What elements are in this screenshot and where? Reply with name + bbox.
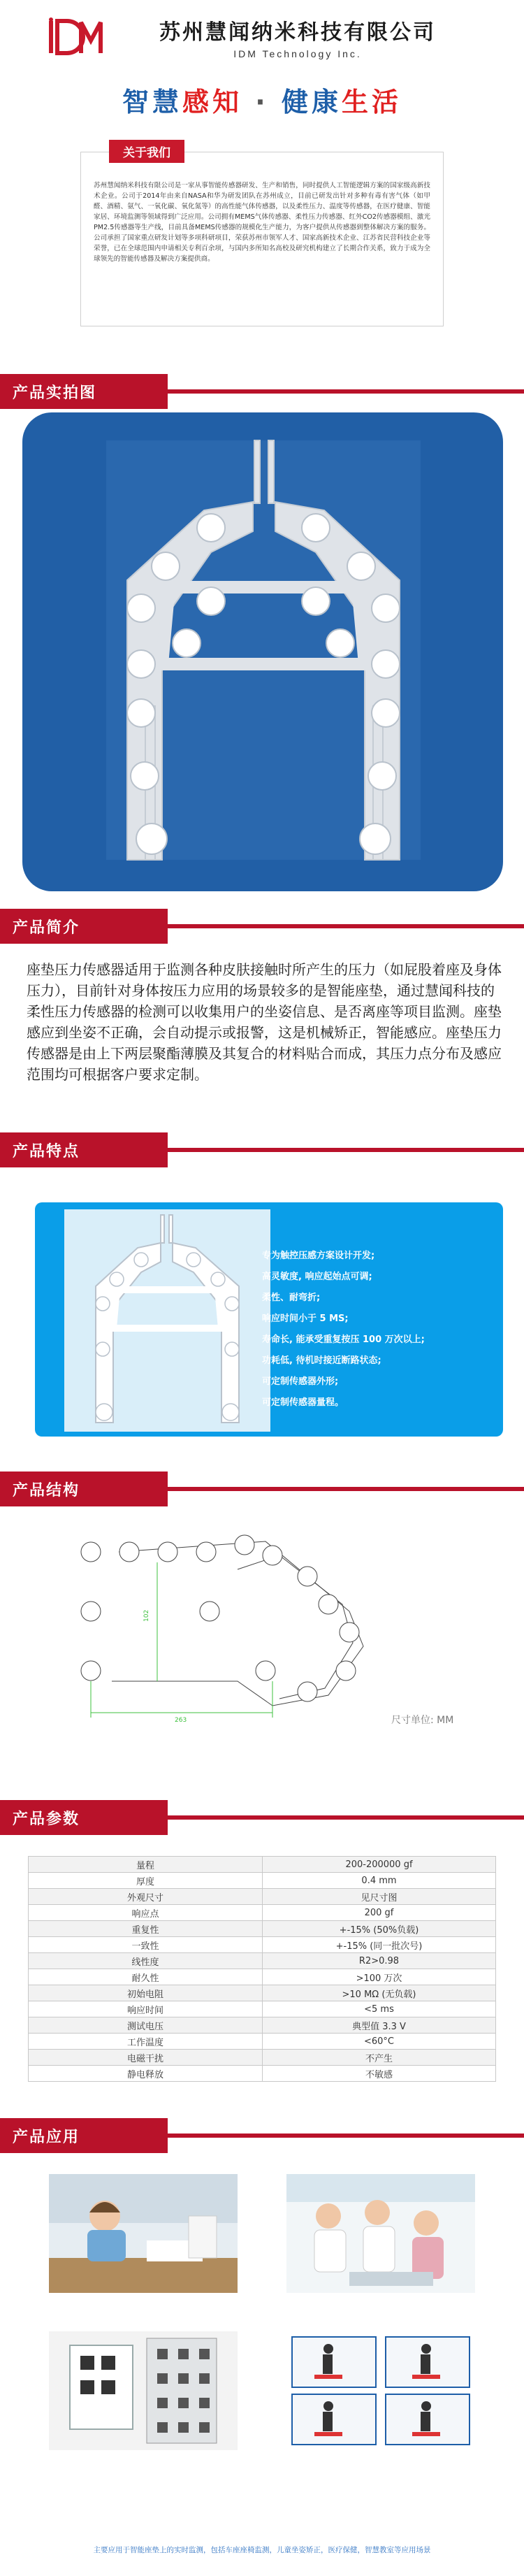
features-box (35, 1202, 503, 1437)
param-name: 工作温度 (29, 2034, 263, 2050)
footer-caption: 主要应用于智能座垫上的实时监测，包括车座座椅监测，儿童坐姿矫正，医疗保健，智慧教室等应用场景 (93, 2546, 431, 2554)
feature-item: 功耗低, 待机时接近断路状态; (262, 1355, 381, 1366)
section-bar-stripe (168, 2134, 524, 2138)
features-list (262, 1246, 425, 1413)
param-name: 量程 (29, 1857, 263, 1873)
app-image-child-study (49, 2174, 238, 2293)
section-title-photo: 产品实拍图 (13, 384, 97, 402)
table-row (29, 2034, 496, 2050)
section-bar-stripe (168, 389, 524, 394)
param-name: 响应时间 (29, 2001, 263, 2017)
feature-item: 响应时间小于 5 MS; (262, 1314, 349, 1324)
app-image-sensor-board (49, 2331, 238, 2450)
param-name: 测试电压 (29, 2017, 263, 2034)
section-bar-intro (0, 909, 524, 944)
feature-item: 可定制传感器外形; (262, 1376, 339, 1387)
structure-drawing (70, 1527, 447, 1737)
table-row (29, 1857, 496, 1873)
param-value: +-15% (50%负载) (263, 1921, 496, 1937)
company-logo (46, 17, 116, 57)
section-bar-photo (0, 374, 524, 409)
section-title-params: 产品参数 (13, 1811, 80, 1828)
section-title-intro: 产品简介 (13, 919, 80, 937)
param-value: >100 万次 (263, 1969, 496, 1985)
table-row (29, 1889, 496, 1905)
table-row (29, 1905, 496, 1921)
param-name: 线性度 (29, 1953, 263, 1969)
table-row (29, 2017, 496, 2034)
param-name: 重复性 (29, 1921, 263, 1937)
param-value: <60°C (263, 2034, 496, 2050)
app-image-posture (286, 2331, 475, 2450)
table-row (29, 1921, 496, 1937)
company-name-block (159, 15, 436, 59)
param-value: R2>0.98 (263, 1953, 496, 1969)
param-value: <5 ms (263, 2001, 496, 2017)
param-name: 响应点 (29, 1905, 263, 1921)
product-photo (22, 412, 503, 891)
slogan (0, 80, 524, 122)
feature-item: 高灵敏度, 响应起始点可调; (262, 1272, 372, 1282)
section-title-features: 产品特点 (13, 1143, 80, 1160)
table-row (29, 1873, 496, 1889)
param-name: 耐久性 (29, 1969, 263, 1985)
about-text: 苏州慧闻纳米科技有限公司是一家从事智能传感器研发、生产和销售，同时提供人工智能逻辑方案的国家级高新技术企业。公司于2014年由来自NASA和华为研发团队在苏州成立，目前已研发出针对多种有毒有害气体（如甲醛、酒精、氨气、一氧化碳、氧化氮等）的高性能气体传感器，以及柔性压力、温度等传感器，在医疗健康、智能家居、环境监测等领域得到广泛应用。公司拥有MEMS气体传感器、柔性压力传感器、红外CO2传感器模组、激光PM2.5传感器等生产线，目前具备MEMS传感器的规模化生产能力，为客户提供从传感器到整体解决方案的服务。公司承担了国家重点研发计划等多项科研项目，荣获苏州市领军人才、国家高新技术企业、江苏省民营科技企业等荣誉，已在全球范围内申请相关专利百余项，与国内多所知名高校及研究机构建立了长期合作关系，致力于成为全球领先的智能传感器及解决方案提供商。 (94, 182, 430, 263)
dimension-label-vertical: 102 (143, 1609, 150, 1622)
param-name: 厚度 (29, 1873, 263, 1889)
slogan-part-2: 感知 (182, 87, 243, 117)
section-bar-stripe (168, 1487, 524, 1491)
slogan-part-3: 健康 (281, 87, 342, 117)
feature-item: 可定制传感器量程。 (262, 1397, 344, 1408)
unit-label: 尺寸单位: MM (391, 1715, 454, 1726)
company-name-en: IDM Technology Inc. (233, 48, 362, 59)
features-product-image (64, 1209, 270, 1432)
feature-item: 寿命长, 能承受重复按压 100 万次以上; (262, 1334, 425, 1345)
section-bar-stripe (168, 1148, 524, 1152)
param-name: 一致性 (29, 1937, 263, 1953)
sensor-shape-illustration (22, 412, 503, 891)
header (0, 0, 524, 73)
table-row (29, 1969, 496, 1985)
param-value: 200-200000 gf (263, 1857, 496, 1873)
section-bar-features (0, 1132, 524, 1167)
param-name: 电磁干扰 (29, 2050, 263, 2066)
section-bar-params (0, 1800, 524, 1835)
section-title-apps: 产品应用 (13, 2129, 80, 2146)
section-bar-apps (0, 2118, 524, 2153)
slogan-part-4: 生活 (341, 87, 402, 117)
param-value: 0.4 mm (263, 1873, 496, 1889)
dimension-label-horizontal: 263 (175, 1717, 187, 1724)
table-row (29, 2066, 496, 2082)
param-name: 外观尺寸 (29, 1889, 263, 1905)
section-bar-stripe (168, 1815, 524, 1820)
intro-text: 座垫压力传感器适用于监测各种皮肤接触时所产生的压力（如屁股着座及身体压力），目前针对身体按压力应用的场景较多的是智能座垫，通过慧闻科技的柔性压力传感器的检测可以收集用户的坐姿信息、是否离座等项目监测。座垫感应到坐姿不正确，会自动提示或报警，这是机械矫正，智能感应。座垫压力传感器是由上下两层聚酯薄膜及其复合的材料贴合而成，其压力点分布及感应范围均可根据客户要求定制。 (27, 961, 502, 1083)
table-row (29, 1985, 496, 2001)
table-row (29, 1953, 496, 1969)
table-row (29, 2001, 496, 2017)
slogan-part-1: 智慧 (122, 87, 183, 117)
param-value: 典型值 3.3 V (263, 2017, 496, 2034)
about-box (80, 146, 444, 326)
section-bar-structure (0, 1472, 524, 1506)
param-value: +-15% (同一批次号) (263, 1937, 496, 1953)
section-title-structure: 产品结构 (13, 1482, 80, 1499)
param-value: >10 MΩ (无负载) (263, 1985, 496, 2001)
param-name: 初始电阻 (29, 1985, 263, 2001)
param-value: 不敏感 (263, 2066, 496, 2082)
feature-item: 柔性、耐弯折; (262, 1293, 321, 1303)
about-tag: 关于我们 (109, 140, 184, 163)
sensor-shape-small (64, 1209, 270, 1432)
param-value: 见尺寸图 (263, 1889, 496, 1905)
params-table (28, 1856, 496, 2082)
param-value: 不产生 (263, 2050, 496, 2066)
feature-item: 专为触控压感方案设计开发; (262, 1251, 375, 1261)
section-bar-stripe (168, 924, 524, 928)
param-name: 静电释放 (29, 2066, 263, 2082)
table-row (29, 1937, 496, 1953)
app-image-medical (286, 2174, 475, 2293)
table-row (29, 2050, 496, 2066)
param-value: 200 gf (263, 1905, 496, 1921)
slogan-dot: · (255, 87, 269, 117)
company-name-cn: 苏州慧闻纳米科技有限公司 (159, 20, 436, 45)
